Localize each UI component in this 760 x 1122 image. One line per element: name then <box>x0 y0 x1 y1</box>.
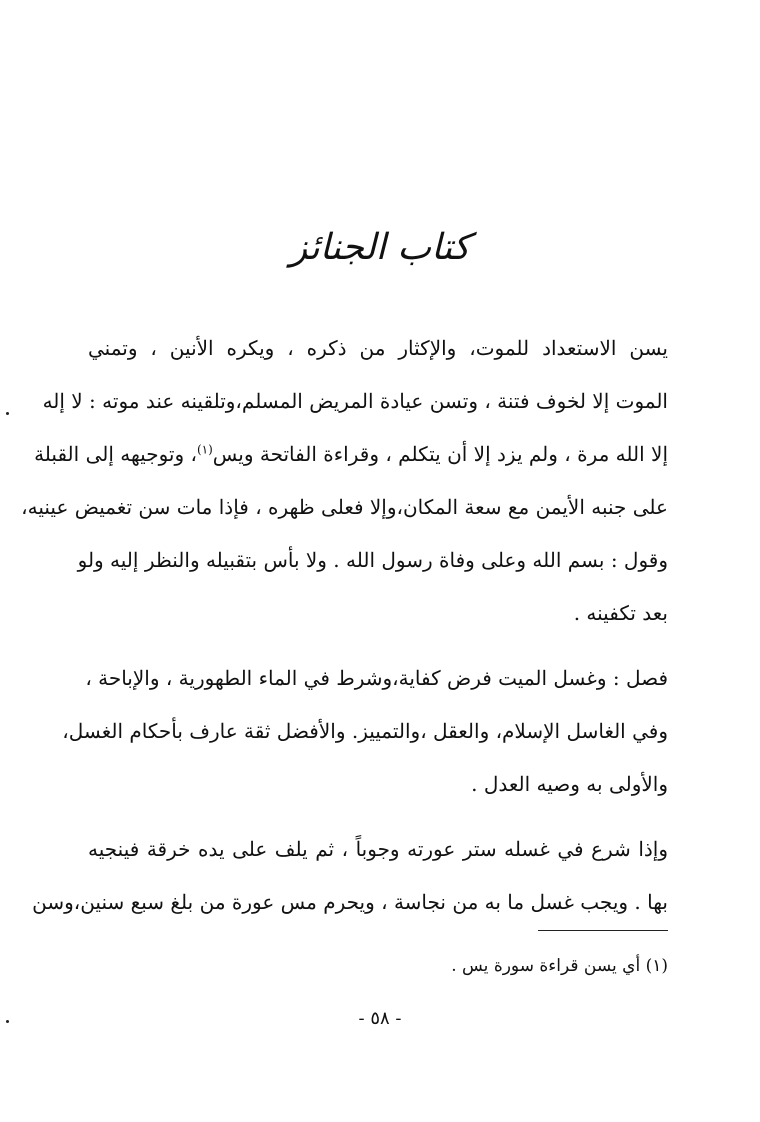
footnote: (١) أي يسن قراءة سورة يس . <box>451 956 668 976</box>
body-text <box>21 322 668 929</box>
text-line: على جنبه الأيمن مع سعة المكان،وإلا فعلى ظهره ، فإذا مات سن تغميض عينيه، <box>21 495 668 519</box>
paragraph-washing <box>62 652 668 811</box>
text-segment: ، وتوجيهه إلى القبلة <box>34 442 197 466</box>
footnote-reference: (١) <box>196 442 213 457</box>
paragraph-gap <box>88 640 668 652</box>
paragraph-procedure <box>32 823 668 929</box>
text-line: والأولى به وصيه العدل . <box>471 772 668 796</box>
text-line: بعد تكفينه . <box>573 601 668 625</box>
text-line: وقول : بسم الله وعلى وفاة رسول الله . ولا بأس بتقبيله والنظر إليه ولو <box>77 548 668 572</box>
text-line: فصل : وغسل الميت فرض كفاية،وشرط في الماء الطهورية ، والإباحة ، <box>85 666 668 690</box>
paragraph-intro <box>21 322 668 640</box>
text-line: وإذا شرع في غسله ستر عورته وجوباً ، ثم يلف على يده خرقة فينجيه <box>88 837 668 861</box>
footnote-divider <box>538 930 668 931</box>
text-line: الموت إلا لخوف فتنة ، وتسن عيادة المريض المسلم،وتلقينه عند موته : لا إله <box>42 389 668 413</box>
text-segment: إلا الله مرة ، ولم يزد إلا أن يتكلم ، وقراءة الفاتحة ويس <box>212 442 668 466</box>
chapter-title: كتاب الجنائز <box>289 227 471 268</box>
text-line: وفي الغاسل الإسلام، والعقل ،والتمييز. والأفضل ثقة عارف بأحكام الغسل، <box>62 719 668 743</box>
page-number: - ٥٨ - <box>358 1008 402 1029</box>
paragraph-gap <box>88 811 668 823</box>
text-line-with-footnote <box>34 428 668 481</box>
scan-edge-mark <box>6 412 9 415</box>
text-line: يسن الاستعداد للموت، والإكثار من ذكره ، ويكره الأنين ، وتمني <box>88 336 668 360</box>
scan-edge-mark <box>6 1020 9 1023</box>
text-line: بها . ويجب غسل ما به من نجاسة ، ويحرم مس عورة من بلغ سبع سنين،وسن <box>32 890 668 914</box>
